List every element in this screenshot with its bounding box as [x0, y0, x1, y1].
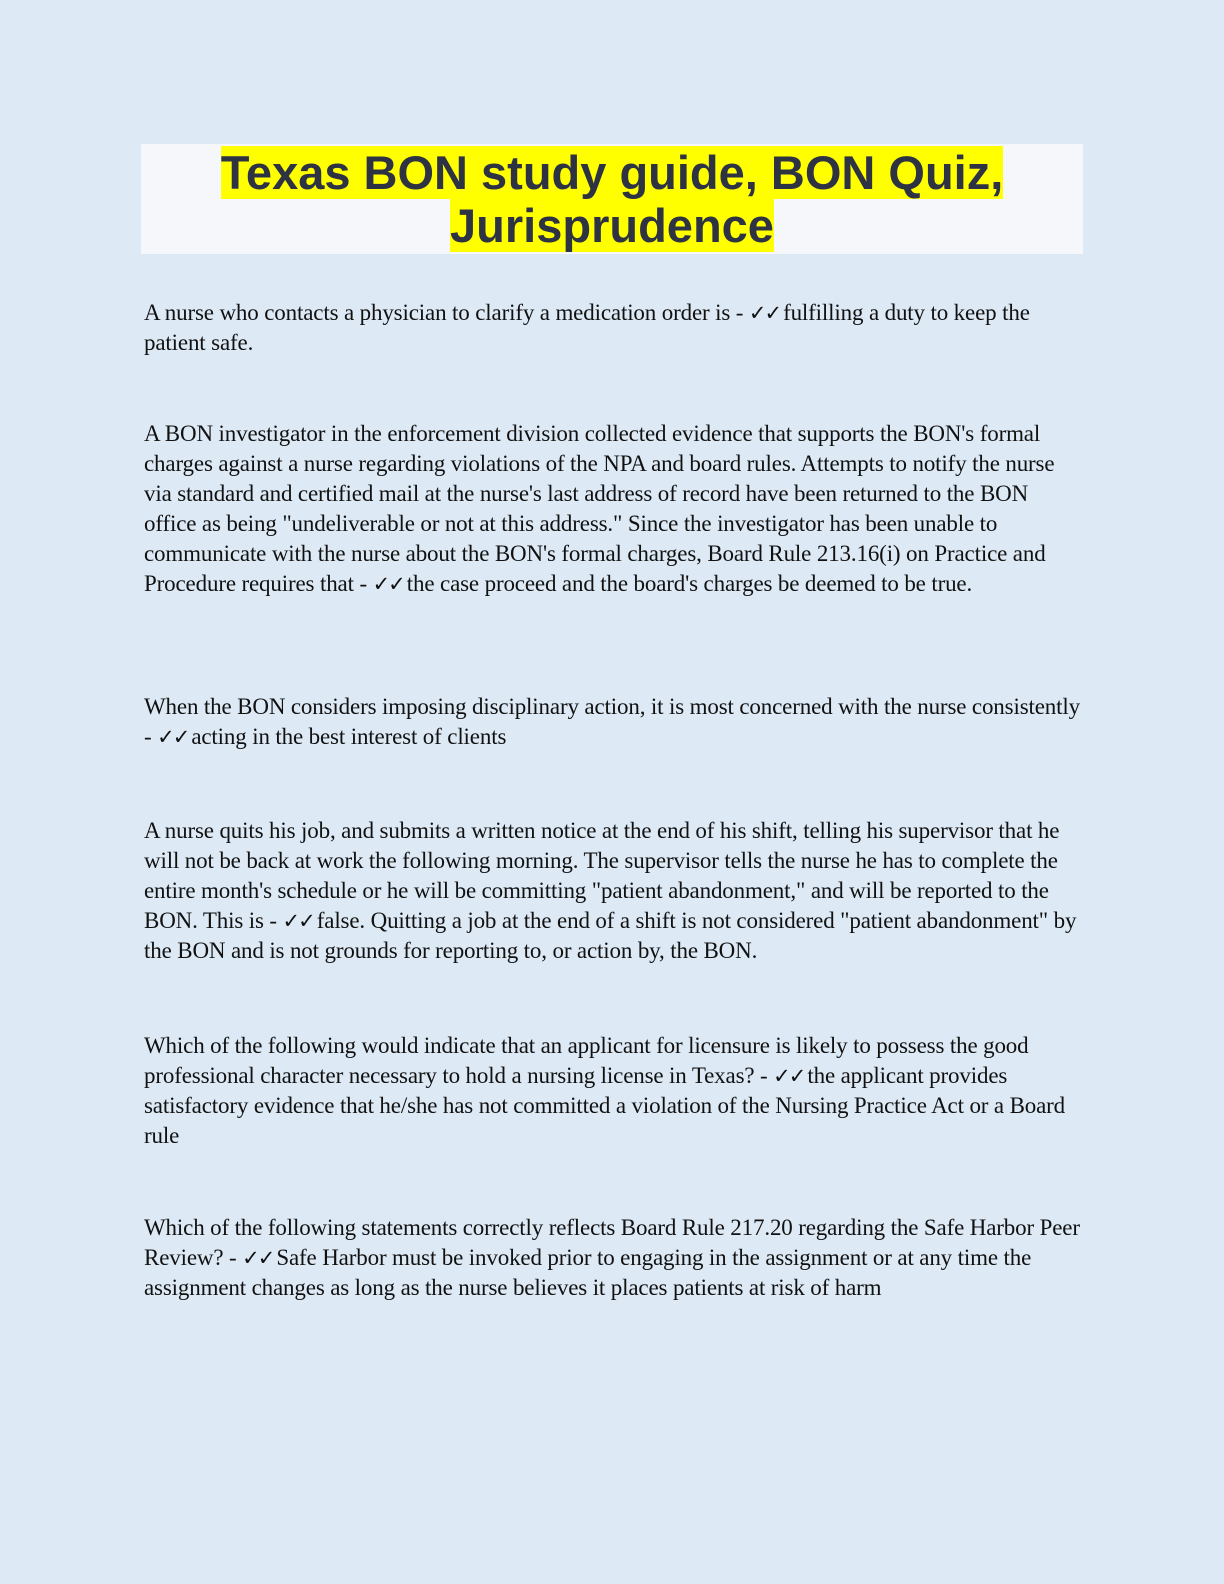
answer-text: acting in the best interest of clients [191, 724, 507, 749]
question-text: A nurse who contacts a physician to clarify a medication order is - [144, 300, 749, 325]
answer-text: the applicant provides satisfactory evidence that he/she has not committed a violation of the Nursing Practice Act or a Board rule [144, 1063, 1066, 1148]
question-text: Which of the following would indicate that an applicant for licensure is likely to possess the good professional character necessary to hold a nursing license in Texas? - [144, 1033, 1029, 1088]
qa-item-6 [144, 1213, 1084, 1303]
question-text: Which of the following statements correctly reflects Board Rule 217.20 regarding the Safe Harbor Peer Review? - [144, 1215, 1080, 1270]
question-text: When the BON considers imposing disciplinary action, it is most concerned with the nurse consistently - [144, 694, 1080, 749]
qa-item-1 [144, 298, 1084, 358]
answer-text: fulfilling a duty to keep the patient safe. [144, 300, 1030, 355]
double-check-icon: ✓✓ [282, 909, 314, 933]
answer-text: false. Quitting a job at the end of a shift is not considered "patient abandonment" by the BON and is not grounds for reporting to, or action by, the BON. [144, 908, 1077, 963]
title-box [141, 144, 1083, 254]
double-check-icon: ✓✓ [773, 1064, 805, 1088]
question-text: A BON investigator in the enforcement division collected evidence that supports the BON's formal charges against a nurse regarding violations of the NPA and board rules. Attempts to notify the nurse via standard and certified mail at the nurse's last address of record have been returned to the BON office as being "undeliverable or not at this address." Since the investigator has been unable to communicate with the nurse about the BON's formal charges, Board Rule 213.16(i) on Practice and Procedure requires that - [144, 421, 1055, 596]
qa-item-4 [144, 816, 1084, 966]
double-check-icon: ✓✓ [748, 301, 781, 325]
double-check-icon: ✓✓ [157, 725, 189, 749]
qa-item-2 [144, 419, 1084, 599]
qa-item-3 [144, 692, 1084, 752]
double-check-icon: ✓✓ [372, 572, 404, 596]
double-check-icon: ✓✓ [242, 1246, 274, 1270]
page-title-highlight: Texas BON study guide, BON Quiz, Jurisprudence [220, 146, 1004, 252]
question-text: A nurse quits his job, and submits a written notice at the end of his shift, telling his supervisor that he will not be back at work the following morning. The supervisor tells the nurse he has to complete the entire month's schedule or he will be committing "patient abandonment," and will be reported to the BON. This is - [144, 818, 1060, 933]
qa-item-5 [144, 1031, 1084, 1151]
page-title [141, 144, 1083, 252]
answer-text: the case proceed and the board's charges be deemed to be true. [406, 571, 973, 596]
answer-text: Safe Harbor must be invoked prior to engaging in the assignment or at any time the assignment changes as long as the nurse believes it places patients at risk of harm [144, 1245, 1032, 1300]
